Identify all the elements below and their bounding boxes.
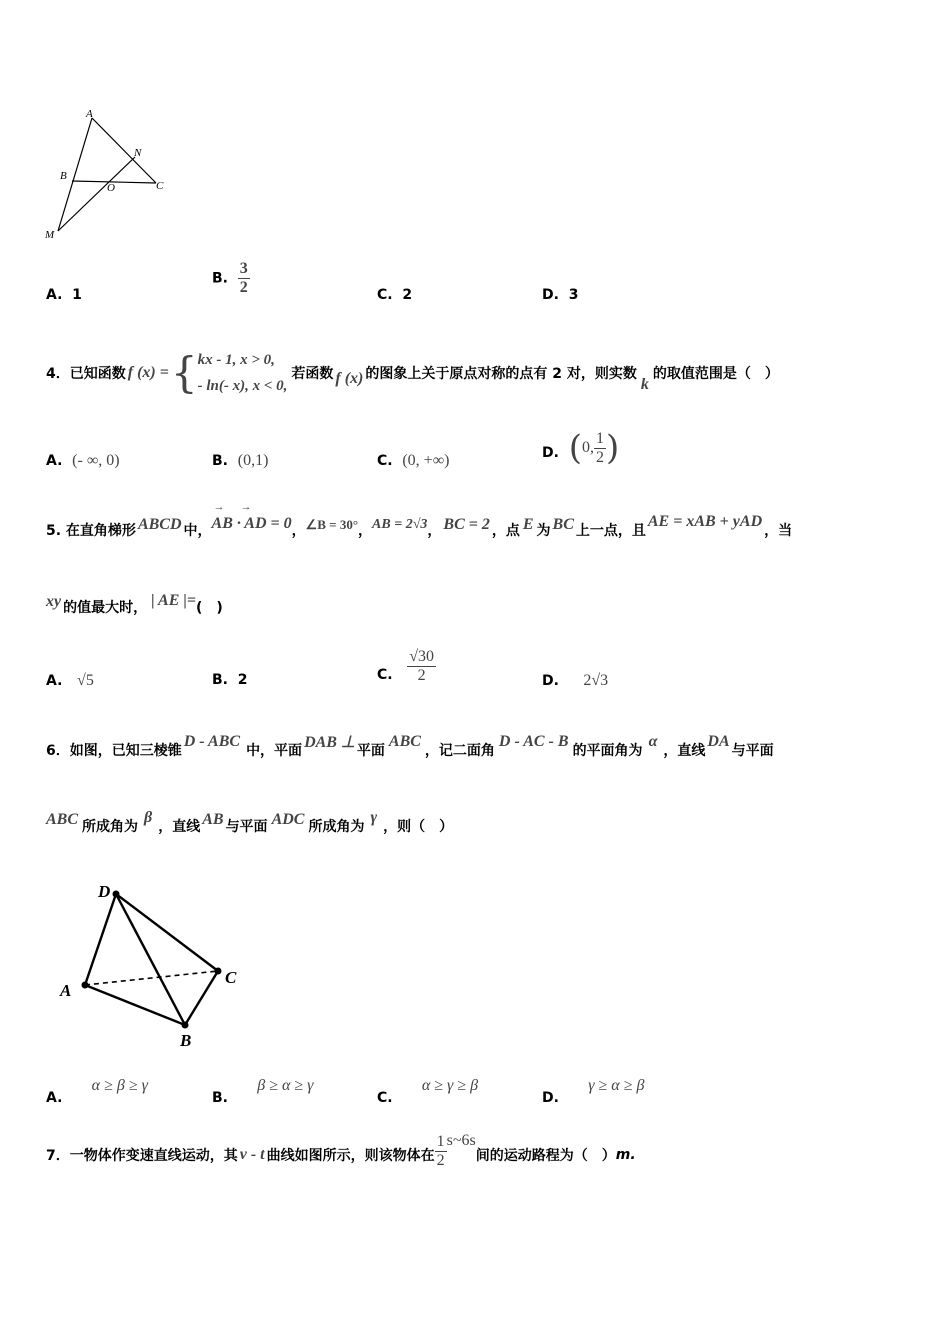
q6-prefix: 6．如图，已知三棱锥 bbox=[46, 743, 182, 759]
q3-option-d-letter: D. bbox=[542, 287, 559, 303]
q4-option-a[interactable] bbox=[46, 452, 120, 470]
q5-option-c-fraction: $\frac{√30}{2}$ bbox=[409, 648, 434, 684]
tetrahedron-figure bbox=[50, 875, 260, 1055]
q4-option-d[interactable] bbox=[542, 428, 619, 468]
q6-dabc: D - ABC bbox=[183, 733, 241, 750]
q6-option-a-value: α ≥ β ≥ γ bbox=[91, 1077, 148, 1094]
q5-e: E bbox=[522, 516, 534, 533]
fig2-label-d: D bbox=[98, 882, 111, 901]
triangle-figure bbox=[40, 105, 175, 245]
q3-option-b-letter: B. bbox=[212, 270, 228, 287]
q6-scj: 所成角为 bbox=[82, 819, 139, 835]
q5-shang: 上一点，且 bbox=[575, 523, 646, 539]
q5-option-a-letter: A. bbox=[46, 673, 63, 689]
q4-end: 的取值范围是（ ） bbox=[652, 366, 779, 382]
q4-fx2: f (x) bbox=[335, 370, 364, 387]
q6-option-b-letter: B. bbox=[212, 1090, 228, 1106]
q6-option-d[interactable] bbox=[542, 1070, 644, 1110]
q4-cases bbox=[198, 347, 288, 399]
q5-dot: AB · AD = 0 bbox=[211, 515, 292, 532]
q7-prefix: 7．一物体作变速直线运动，其 bbox=[46, 1148, 238, 1164]
q4-brace: { bbox=[170, 348, 198, 397]
q6-option-d-letter: D. bbox=[542, 1090, 559, 1106]
q5-stem-line1 bbox=[46, 501, 793, 550]
q5-abcd: ABCD bbox=[137, 516, 182, 533]
q6-beta: β bbox=[144, 809, 153, 826]
q6-adc: ADC bbox=[271, 811, 305, 828]
q6-scj2: 所成角为 bbox=[308, 819, 365, 835]
q5-option-a[interactable] bbox=[46, 672, 94, 690]
q6-option-b[interactable] bbox=[212, 1070, 313, 1110]
fig1-label-a: A bbox=[86, 108, 93, 120]
q5-bc2: BC bbox=[552, 516, 574, 533]
q6-option-d-value: γ ≥ α ≥ β bbox=[588, 1077, 645, 1094]
q6-dacb: D - AC - B bbox=[498, 733, 569, 750]
q4-option-d-lparen: ( bbox=[568, 428, 582, 468]
q6-option-c-letter: C. bbox=[377, 1090, 393, 1106]
q6-de: 的平面角为 bbox=[572, 743, 643, 759]
q3-option-d-value: 3 bbox=[568, 287, 579, 303]
q4-option-d-letter: D. bbox=[542, 445, 559, 461]
q4-option-d-fraction: $\frac{1}{2}$ bbox=[595, 429, 604, 466]
q4-option-a-value: (- ∞, 0) bbox=[72, 452, 120, 469]
q3-option-c-value: 2 bbox=[402, 287, 413, 303]
q4-option-d-rparen: ) bbox=[605, 428, 620, 468]
q4-case1: kx - 1, x > 0, bbox=[197, 352, 275, 368]
q6-dab: DAB ⊥ bbox=[304, 734, 355, 751]
q5-option-d[interactable] bbox=[542, 672, 608, 690]
q6-option-a[interactable] bbox=[46, 1070, 148, 1110]
q6-ab: AB bbox=[202, 811, 224, 828]
q4-option-c-value: (0, +∞) bbox=[402, 452, 450, 469]
q7-fraction: $\frac{1}{2}$ bbox=[436, 1132, 445, 1169]
fig1-label-m: M bbox=[45, 229, 55, 241]
q4-option-c-letter: C. bbox=[377, 453, 393, 469]
q5-sep2: ， bbox=[358, 523, 373, 539]
q5-sep1: ， bbox=[291, 523, 306, 539]
q6-gamma: γ bbox=[370, 809, 378, 826]
q4-option-a-letter: A. bbox=[46, 453, 63, 469]
q5-option-a-value: √5 bbox=[77, 672, 94, 689]
q5-prefix: 5. 在直角梯形 bbox=[46, 523, 136, 539]
q5-xy: xy bbox=[46, 593, 62, 610]
q6-option-a-letter: A. bbox=[46, 1090, 63, 1106]
q5-option-b[interactable] bbox=[212, 672, 248, 688]
fig2-label-c: C bbox=[225, 968, 237, 987]
q6-pm: 平面 bbox=[356, 743, 385, 759]
q5-bc: BC = 2 bbox=[443, 516, 490, 533]
q5-zhong: 中， bbox=[183, 523, 212, 539]
fig1-label-c: C bbox=[156, 180, 164, 192]
q6-alpha: α bbox=[648, 733, 658, 750]
q5-dang: ，当 bbox=[764, 523, 793, 539]
q4-option-c[interactable] bbox=[377, 452, 449, 470]
q3-option-a-value: 1 bbox=[72, 287, 82, 303]
q6-zx2: ，直线 bbox=[158, 819, 201, 835]
q7-mid: 曲线如图所示，则该物体在 bbox=[266, 1148, 435, 1164]
q5-angle: ∠B = 30° bbox=[305, 517, 359, 532]
q6-option-b-value: β ≥ α ≥ γ bbox=[257, 1077, 314, 1094]
q7-range: s~6s bbox=[446, 1132, 476, 1149]
q4-k: k bbox=[640, 376, 649, 393]
q5-sep3: ， bbox=[427, 523, 442, 539]
q5-ae: AE = xAB + yAD bbox=[647, 513, 763, 530]
q6-ze: ，则（ ） bbox=[383, 819, 454, 835]
q4-mid: 若函数 bbox=[291, 366, 334, 382]
q5-option-c-letter: C. bbox=[377, 666, 393, 683]
q3-option-a[interactable] bbox=[46, 287, 82, 303]
q6-ji: ，记二面角 bbox=[424, 743, 495, 759]
q5-dian: ，点 bbox=[491, 523, 520, 539]
q6-option-c-value: α ≥ γ ≥ β bbox=[421, 1077, 479, 1094]
q5-option-b-letter: B. bbox=[212, 672, 228, 688]
q6-stem-line1 bbox=[46, 730, 774, 770]
q5-abs: | AE |= bbox=[151, 592, 197, 609]
q3-option-a-letter: A. bbox=[46, 287, 63, 303]
q4-option-b[interactable] bbox=[212, 452, 268, 470]
q6-zhong: 中，平面 bbox=[246, 743, 303, 759]
q7-stem bbox=[46, 1130, 636, 1180]
q3-option-c[interactable] bbox=[377, 287, 412, 303]
q5-ab: AB = 2√3 bbox=[372, 517, 428, 532]
q6-abc: ABC bbox=[388, 733, 421, 750]
q4-case2: - ln(- x), x < 0, bbox=[197, 378, 288, 394]
fig1-label-b: B bbox=[60, 170, 67, 182]
q5-stem-line2 bbox=[46, 592, 223, 622]
q5-option-b-value: 2 bbox=[237, 672, 248, 688]
q5-option-d-letter: D. bbox=[542, 673, 559, 689]
fig2-label-a: A bbox=[60, 981, 72, 1000]
q5-paren: ( ) bbox=[196, 600, 223, 616]
q5-line2: 的值最大时， bbox=[63, 600, 148, 616]
q3-option-d[interactable] bbox=[542, 287, 578, 303]
q3-option-c-letter: C. bbox=[377, 287, 393, 303]
q4-option-b-value: (0,1) bbox=[237, 452, 269, 469]
q4-fx: f (x) = bbox=[127, 364, 169, 381]
q5-dot-arrows: → → bbox=[213, 501, 253, 513]
q5-option-d-value: 2√3 bbox=[583, 672, 609, 689]
q4-tail: 的图象上关于原点对称的点有 2 对，则实数 bbox=[365, 366, 637, 382]
q4-prefix: 4．已知函数 bbox=[46, 366, 126, 382]
q5-dot-product bbox=[211, 501, 292, 533]
q5-wei: 为 bbox=[536, 523, 551, 539]
q6-zx: ，直线 bbox=[663, 743, 706, 759]
q4-option-b-letter: B. bbox=[212, 453, 228, 469]
q6-da: DA bbox=[707, 733, 730, 750]
q7-tail: 间的运动路程为（ ） bbox=[475, 1148, 616, 1164]
q6-ypm: 与平面 bbox=[731, 743, 774, 759]
q6-abc2: ABC bbox=[46, 811, 79, 828]
fig1-label-o: O bbox=[107, 182, 115, 194]
q6-stem-line2 bbox=[46, 806, 453, 846]
q6-option-c[interactable] bbox=[377, 1070, 478, 1110]
q4-option-d-lhs: 0, bbox=[581, 439, 594, 456]
q5-option-c[interactable] bbox=[377, 648, 436, 685]
q6-ypm2: 与平面 bbox=[225, 819, 268, 835]
fig2-label-b: B bbox=[180, 1031, 192, 1050]
q7-vt: v - t bbox=[239, 1146, 265, 1163]
q3-option-b[interactable] bbox=[212, 260, 250, 297]
q3-option-b-fraction: $\frac{3}{2}$ bbox=[239, 260, 248, 296]
q7-unit: m. bbox=[615, 1147, 636, 1163]
fig1-label-n: N bbox=[134, 147, 142, 159]
q4-stem bbox=[46, 343, 779, 403]
